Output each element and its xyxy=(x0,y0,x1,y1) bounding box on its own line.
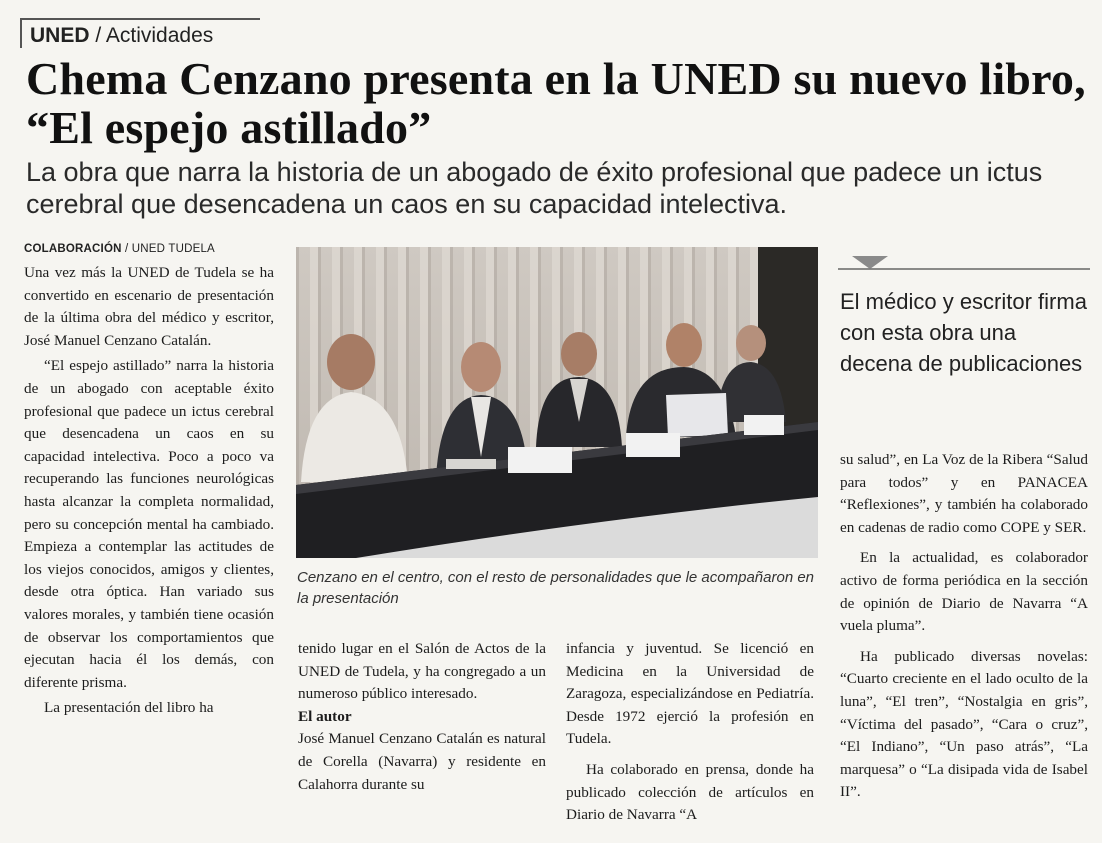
body-paragraph-3-cont: tenido lugar en el Salón de Actos de la UNED de Tudela, y ha congregado a un numeroso público interesado. xyxy=(298,640,546,703)
body-paragraph-3-start: La presentación del libro ha xyxy=(44,699,214,717)
section-separator: / xyxy=(89,24,106,47)
pullquote-divider xyxy=(838,252,1090,272)
author-heading: El autor xyxy=(298,707,352,725)
photo-caption: Cenzano en el centro, con el resto de personalidades que le acompañaron en la presentación xyxy=(297,569,815,607)
body-paragraph-7: Ha publicado diversas novelas: “Cuarto creciente en el lado oculto de la luna”, “El tren”, “Nostalgia en gris”, “Víctima del pasado”, “Cara o cruz”, “El Indiano”, “Un paso atrás”, “La marquesa” o “La disipada vida de Isabel II”. xyxy=(840,647,1088,801)
event-photo-illustration xyxy=(296,247,818,558)
byline-source: UNED TUDELA xyxy=(131,243,215,255)
event-photo xyxy=(296,247,818,558)
section-rule xyxy=(20,18,260,20)
pullquote: El médico y escritor firma con esta obra una decena de publicaciones xyxy=(840,289,1087,376)
body-paragraph-1: Una vez más la UNED de Tudela se ha convertido en escenario de presentación de la última obra del médico y escritor, José Manuel Cenzano Catalán. xyxy=(24,264,274,349)
body-paragraph-5-start: Ha colaborado en prensa, donde ha publicado colección de artículos en Diario de Navarra “A xyxy=(566,760,814,824)
section-bar xyxy=(20,18,22,48)
byline-label: COLABORACIÓN xyxy=(24,243,122,255)
body-paragraph-4-cont: infancia y juventud. Se licenció en Medicina en la Universidad de Zaragoza, especializándose en Pediatría. Desde 1972 ejerció la profesión en Tudela. xyxy=(566,640,814,748)
article-column-2 xyxy=(298,638,546,796)
headline: Chema Cenzano presenta en la UNED su nuevo libro, “El espejo astillado” xyxy=(26,53,1086,153)
article-column-1 xyxy=(24,262,274,720)
byline xyxy=(24,243,215,255)
article-column-4 xyxy=(840,449,1088,804)
section-label xyxy=(30,24,213,48)
subheadline: La obra que narra la historia de un abogado de éxito profesional que padece un ictus cerebral que desencadena un caos en su capacidad intelectiva. xyxy=(26,157,1043,219)
byline-separator: / xyxy=(121,243,132,255)
section-brand: UNED xyxy=(30,24,90,47)
body-paragraph-4: José Manuel Cenzano Catalán es natural de Corella (Navarra) y residente en Calahorra durante su xyxy=(298,730,546,793)
body-paragraph-6: En la actualidad, es colaborador activo de forma periódica en la sección de opinión de Diario de Navarra “A vuela pluma”. xyxy=(840,549,1088,635)
body-paragraph-5-cont: su salud”, en La Voz de la Ribera “Salud para todos” y en PANACEA “Reflexiones”, y también ha colaborado en cadenas de radio como COPE y SER. xyxy=(840,451,1088,536)
body-paragraph-2: “El espejo astillado” narra la historia de un abogado con aceptable éxito profesional que padece un ictus cerebral que desencadena un caos en su capacidad intelectiva. Poco a poco va recuperando las funciones neurológicas hasta alcanzar la completa normalidad, pero su concepción mental ha cambiado. Empieza a contemplar las actitudes de los viejos conocidos, amigos y clientes, desde otra óptica. Han variado sus valores morales, y también tiene ocasión de observar los comportamientos que ejecutan hacia él los demás, con diferente prisma. xyxy=(24,357,274,691)
section-name: Actividades xyxy=(105,24,214,47)
article-column-3 xyxy=(566,638,814,827)
